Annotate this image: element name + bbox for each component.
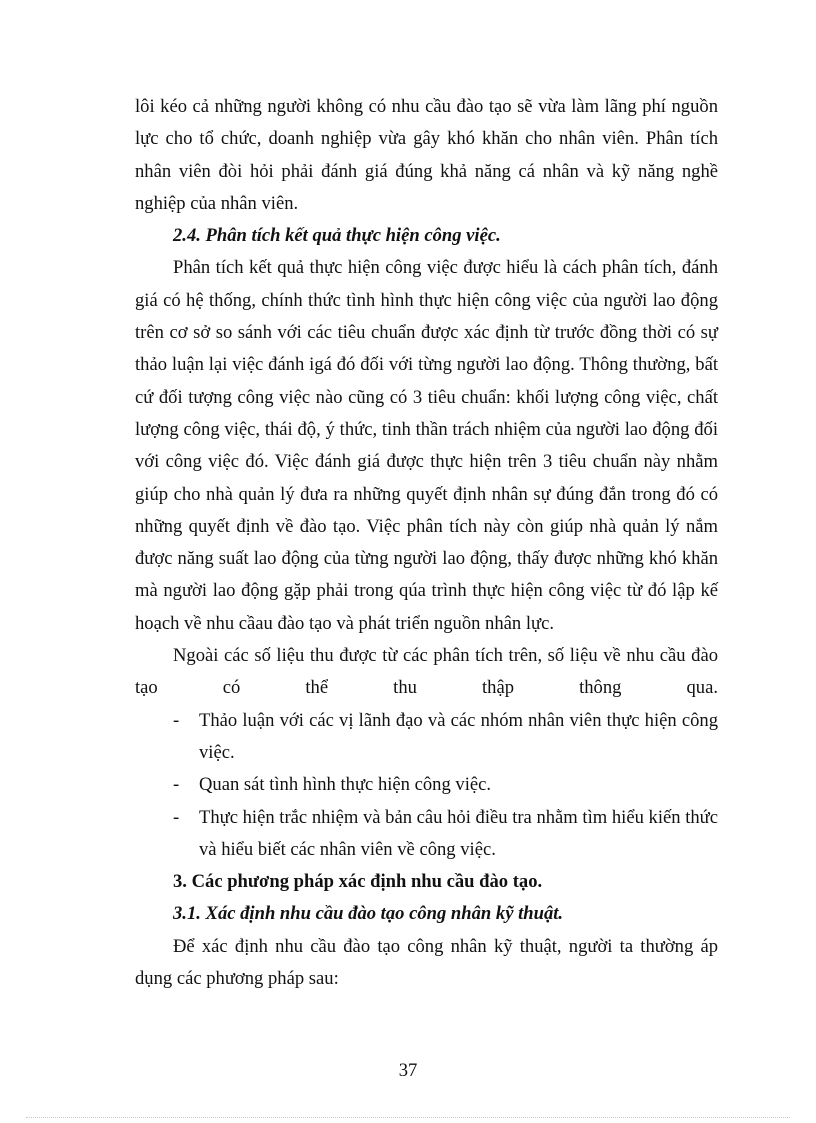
- dash-bullet: -: [173, 806, 180, 828]
- list-item-text: Thảo luận với các vị lãnh đạo và các nhóm nhân viên thực hiện công việc.: [199, 709, 718, 763]
- paragraph-data-sources: Ngoài các số liệu thu được từ các phân tích trên, số liệu về nhu cầu đào tạo có thể thu thập thông qua.: [135, 645, 718, 699]
- paragraph-performance-analysis: Phân tích kết quả thực hiện công việc được hiểu là cách phân tích, đánh giá có hệ thống, chính thức tình hình thực hiện công việc của người lao động trên cơ sở so sánh với các tiêu chuẩn được xác định từ trước đồng thời có sự thảo luận lại việc đánh igá đó đối với từng người lao động. Thông thường, bất cứ đối tượng công việc nào cũng có 3 tiêu chuẩn: khối lượng công việc, chất lượng công việc, thái độ, ý thức, tinh thần trách nhiệm của người lao động đối với công việc đó. Việc đánh giá được thực hiện trên 3 tiêu chuẩn này nhằm giúp cho nhà quản lý đưa ra những quyết định nhân sự đúng đắn trong đó có những quyết định về đào tạo. Việc phân tích này còn giúp nhà quản lý nắm được năng suất lao động của từng người lao động, thấy được những khó khăn mà người lao động gặp phải trong qúa trình thực hiện công việc từ đó lập kế hoạch về nhu cầau đào tạo và phát triển nguồn nhân lực.: [135, 257, 718, 634]
- list-item: [135, 769, 718, 801]
- paragraph-continuation: lôi kéo cả những người không có nhu cầu đào tạo sẽ vừa làm lãng phí nguồn lực cho tổ chức, doanh nghiệp vừa gây khó khăn cho nhân viên. Phân tích nhân viên đòi hỏi phải đánh giá đúng khả năng cá nhân và kỹ năng nghề nghiệp của nhân viên.: [135, 96, 718, 214]
- dash-bullet: -: [173, 709, 180, 731]
- list-item: [135, 705, 718, 770]
- data-collection-list: [135, 705, 718, 866]
- section-heading-3: 3. Các phương pháp xác định nhu cầu đào tạo.: [173, 871, 543, 893]
- page-number: 37: [398, 1060, 418, 1081]
- list-item: [135, 802, 718, 867]
- footer-divider: [26, 1117, 790, 1118]
- body-text: [135, 91, 718, 995]
- section-heading-2-4: 2.4. Phân tích kết quả thực hiện công việc.: [173, 225, 501, 247]
- dash-bullet: -: [173, 774, 180, 796]
- list-item-text: Quan sát tình hình thực hiện công việc.: [199, 774, 492, 796]
- paragraph-methods-intro: Để xác định nhu cầu đào tạo công nhân kỹ thuật, người ta thường áp dụng các phương pháp sau:: [135, 935, 718, 990]
- section-heading-3-1: 3.1. Xác định nhu cầu đào tạo công nhân kỹ thuật.: [173, 903, 564, 925]
- list-item-text: Thực hiện trắc nhiệm và bản câu hỏi điều tra nhằm tìm hiểu kiến thức và hiểu biết các nhân viên về công việc.: [199, 806, 718, 860]
